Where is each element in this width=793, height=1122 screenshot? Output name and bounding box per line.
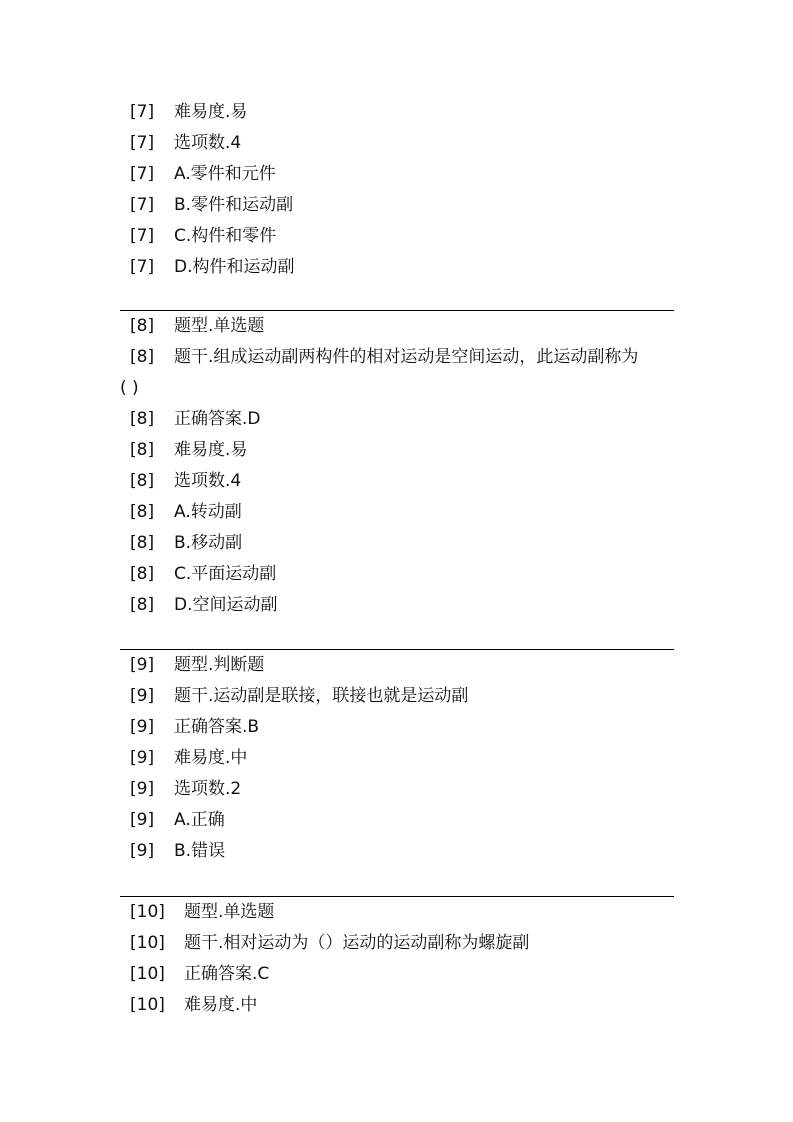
question-line bbox=[120, 128, 674, 159]
question-line bbox=[120, 743, 674, 774]
question-number: [7] bbox=[130, 257, 155, 277]
question-8-block bbox=[120, 310, 674, 621]
question-7-block bbox=[120, 97, 674, 283]
question-field: 难易度.易 bbox=[174, 102, 248, 122]
question-number: [10] bbox=[130, 995, 165, 1015]
question-number: [9] bbox=[130, 655, 155, 675]
question-field: 选项数.4 bbox=[174, 133, 242, 153]
question-number: [8] bbox=[130, 595, 155, 615]
question-field: 难易度.中 bbox=[174, 748, 248, 768]
question-number: [7] bbox=[130, 102, 155, 122]
question-field: 难易度.中 bbox=[184, 995, 258, 1015]
question-field: 题干.相对运动为（）运动的运动副称为螺旋副 bbox=[184, 933, 530, 953]
question-field: 题型.判断题 bbox=[174, 655, 265, 675]
question-field: A.转动副 bbox=[174, 502, 242, 522]
question-line bbox=[120, 681, 674, 712]
question-line bbox=[120, 928, 674, 959]
question-line bbox=[120, 990, 674, 1021]
question-line bbox=[120, 404, 674, 435]
question-number: [8] bbox=[130, 440, 155, 460]
question-field: D.构件和运动副 bbox=[174, 257, 295, 277]
question-number: [10] bbox=[130, 964, 165, 984]
question-line bbox=[120, 311, 674, 342]
question-field: 正确答案.C bbox=[184, 964, 270, 984]
question-line bbox=[120, 497, 674, 528]
question-field: B.移动副 bbox=[174, 533, 243, 553]
question-number: [9] bbox=[130, 779, 155, 799]
question-field: C.构件和零件 bbox=[174, 226, 277, 246]
question-line bbox=[120, 466, 674, 497]
question-field: 选项数.2 bbox=[174, 779, 242, 799]
question-line bbox=[120, 590, 674, 621]
question-number: [7] bbox=[130, 226, 155, 246]
question-line bbox=[120, 836, 674, 867]
question-field: D.空间运动副 bbox=[174, 595, 278, 615]
question-line bbox=[120, 897, 674, 928]
question-line bbox=[120, 159, 674, 190]
question-line bbox=[120, 190, 674, 221]
question-field: 题型.单选题 bbox=[174, 316, 265, 336]
question-9-block bbox=[120, 649, 674, 867]
question-field: 难易度.易 bbox=[174, 440, 248, 460]
question-field: ( ) bbox=[120, 378, 139, 398]
question-field: A.零件和元件 bbox=[174, 164, 276, 184]
question-line bbox=[120, 805, 674, 836]
question-line bbox=[120, 712, 674, 743]
question-number: [8] bbox=[130, 564, 155, 584]
question-number: [8] bbox=[130, 502, 155, 522]
question-number: [9] bbox=[130, 841, 155, 861]
question-number: [9] bbox=[130, 810, 155, 830]
question-10-block bbox=[120, 896, 674, 1021]
question-number: [7] bbox=[130, 195, 155, 215]
question-line bbox=[120, 528, 674, 559]
question-field: B.零件和运动副 bbox=[174, 195, 294, 215]
question-number: [7] bbox=[130, 133, 155, 153]
question-line bbox=[120, 774, 674, 805]
question-field: A.正确 bbox=[174, 810, 225, 830]
question-field: 正确答案.D bbox=[174, 409, 261, 429]
question-line bbox=[120, 252, 674, 283]
question-number: [9] bbox=[130, 748, 155, 768]
question-line bbox=[120, 97, 674, 128]
question-line bbox=[120, 559, 674, 590]
question-field: 题干.组成运动副两构件的相对运动是空间运动，此运动副称为 bbox=[174, 347, 639, 367]
question-number: [8] bbox=[130, 471, 155, 491]
question-field: C.平面运动副 bbox=[174, 564, 277, 584]
question-number: [10] bbox=[130, 933, 165, 953]
question-number: [8] bbox=[130, 533, 155, 553]
question-number: [9] bbox=[130, 717, 155, 737]
question-line bbox=[120, 221, 674, 252]
question-field: 题型.单选题 bbox=[184, 902, 275, 922]
question-field: 题干.运动副是联接，联接也就是运动副 bbox=[174, 686, 469, 706]
question-line bbox=[120, 650, 674, 681]
question-field: 选项数.4 bbox=[174, 471, 242, 491]
question-number: [8] bbox=[130, 409, 155, 429]
question-line-continuation bbox=[120, 373, 674, 404]
question-field: 正确答案.B bbox=[174, 717, 260, 737]
question-field: B.错误 bbox=[174, 841, 226, 861]
question-line bbox=[120, 435, 674, 466]
question-number: [8] bbox=[130, 316, 155, 336]
question-number: [10] bbox=[130, 902, 165, 922]
question-number: [9] bbox=[130, 686, 155, 706]
question-number: [7] bbox=[130, 164, 155, 184]
question-line bbox=[120, 959, 674, 990]
question-line bbox=[120, 342, 674, 373]
question-number: [8] bbox=[130, 347, 155, 367]
